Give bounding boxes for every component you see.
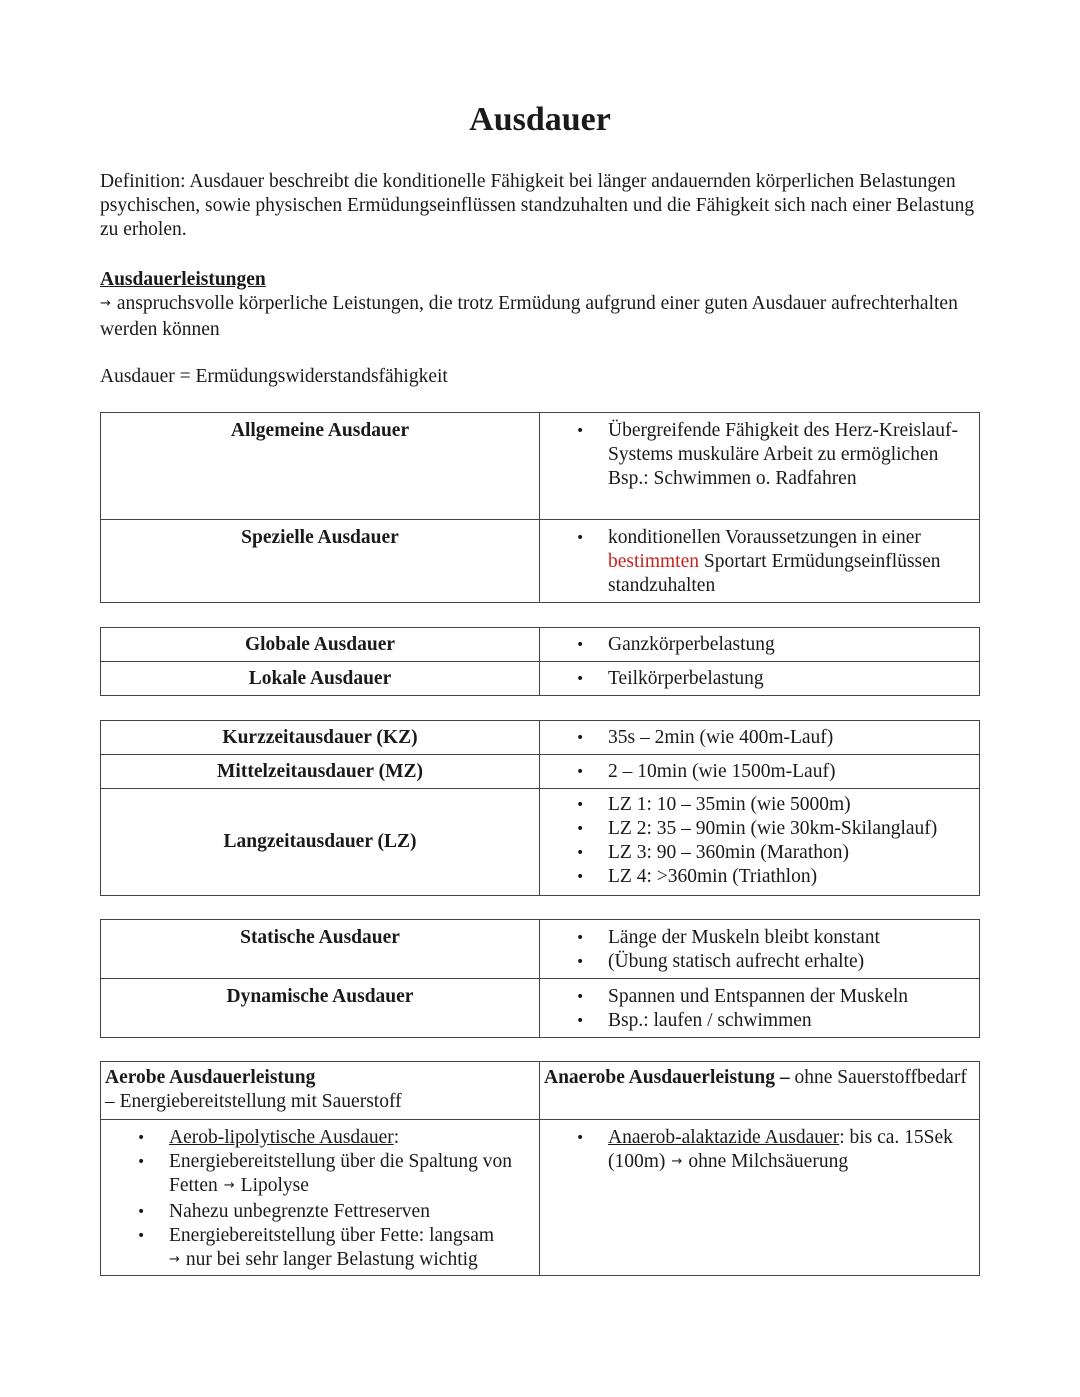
arrow-icon: → [223,1178,235,1193]
desc-cell [540,789,980,896]
list-item: • Spannen und Entspannen der Muskeln [540,985,979,1009]
desc-cell [540,979,980,1038]
table-row [101,520,980,603]
list-item: • LZ 1: 10 – 35min (wie 5000m) [540,793,979,817]
label-lokale-ausdauer: Lokale Ausdauer [101,662,540,696]
table-row [101,1120,980,1276]
label-kurzzeitausdauer: Kurzzeitausdauer (KZ) [101,721,540,755]
label-spezielle-ausdauer: Spezielle Ausdauer [101,520,540,603]
table-row [101,789,980,896]
anaerob-subtitle: ohne Sauerstoffbedarf [794,1067,967,1088]
label-statische-ausdauer: Statische Ausdauer [101,920,540,979]
table-row [101,1062,980,1120]
list-item: • Übergreifende Fähigkeit des Herz-Kreislauf-Systems muskuläre Arbeit zu ermöglichen Bsp.: Schwimmen o. Radfahren [540,419,979,491]
table-row [101,413,980,520]
list-item: • Bsp.: laufen / schwimmen [540,1009,979,1033]
definition-paragraph: Definition: Ausdauer beschreibt die konditionelle Fähigkeit bei länger andauernden körperlichen Belastungen psychischen, sowie physischen Ermüdungseinflüssen standzuhalten und die Fähigkeit sich nach einer Belastung zu erholen. [100,171,975,240]
example-text: Bsp.: Schwimmen o. Radfahren [608,468,857,489]
list-item: • LZ 3: 90 – 360min (Marathon) [540,841,979,865]
desc-cell [540,520,980,603]
ausdauerleistungen-heading: Ausdauerleistungen [100,269,266,290]
aerob-title: Aerobe Ausdauerleistung [105,1067,316,1088]
arrow-icon: → [100,296,111,311]
list-item: • konditionellen Voraussetzungen in einer bestimmten Sportart Ermüdungseinflüssen standzuhalten [540,526,979,598]
desc-cell [540,413,980,520]
anaerob-list-cell [540,1120,980,1276]
list-item: • Länge der Muskeln bleibt konstant [540,926,979,950]
label-allgemeine-ausdauer: Allgemeine Ausdauer [101,413,540,520]
equation-line: Ausdauer = Ermüdungswiderstandsfähigkeit [100,366,448,387]
list-item: • Anaerob-alaktazide Ausdauer: bis ca. 15Sek (100m) → ohne Milchsäuerung [540,1126,979,1176]
list-item: • Teilkörperbelastung [540,667,979,691]
arrow-icon: → [671,1154,683,1169]
desc-cell [540,920,980,979]
desc-cell [540,755,980,789]
label-globale-ausdauer: Globale Ausdauer [101,628,540,662]
table-row [101,920,980,979]
label-langzeitausdauer: Langzeitausdauer (LZ) [101,789,540,896]
aerob-subtitle: – Energiebereitstellung mit Sauerstoff [105,1091,402,1112]
ausdauerleistungen-text [100,292,985,342]
desc-cell [540,721,980,755]
table-row [101,721,980,755]
table-allgemein-speziell [100,412,980,603]
page-title: Ausdauer [469,101,611,138]
header-anaerob [540,1062,980,1120]
label-dynamische-ausdauer: Dynamische Ausdauer [101,979,540,1038]
list-item: • LZ 4: >360min (Triathlon) [540,865,979,889]
table-zeitausdauer [100,720,980,896]
list-item: • LZ 2: 35 – 90min (wie 30km-Skilanglauf) [540,817,979,841]
table-row [101,979,980,1038]
list-item: • Energiebereitstellung über die Spaltung von Fetten → Lipolyse [101,1150,539,1200]
table-global-lokal [100,627,980,696]
arrow-icon: → [169,1252,180,1267]
list-item: • 35s – 2min (wie 400m-Lauf) [540,726,979,750]
desc-cell [540,628,980,662]
list-item: • Ganzkörperbelastung [540,633,979,657]
table-row [101,662,980,696]
aerob-list-cell [101,1120,540,1276]
header-aerob [101,1062,540,1120]
ausdauerleistungen-section [100,268,985,342]
anaerob-title: Anaerobe Ausdauerleistung – [544,1067,790,1088]
list-item: • (Übung statisch aufrecht erhalte) [540,950,979,974]
table-aerob-anaerob [100,1061,980,1276]
table-statisch-dynamisch [100,919,980,1038]
list-item: • Aerob-lipolytische Ausdauer: [101,1126,539,1150]
list-item: • Nahezu unbegrenzte Fettreserven [101,1200,539,1224]
table-row [101,628,980,662]
highlight-text: bestimmten [608,551,699,572]
list-item: • 2 – 10min (wie 1500m-Lauf) [540,760,979,784]
table-row [101,755,980,789]
ausdauerleistungen-description: anspruchsvolle körperliche Leistungen, die trotz Ermüdung aufgrund einer guten Ausdauer aufrechterhalten werden können [100,293,958,340]
desc-cell [540,662,980,696]
list-item: • Energiebereitstellung über Fette: langsam → nur bei sehr langer Belastung wichtig [101,1224,539,1274]
label-mittelzeitausdauer: Mittelzeitausdauer (MZ) [101,755,540,789]
